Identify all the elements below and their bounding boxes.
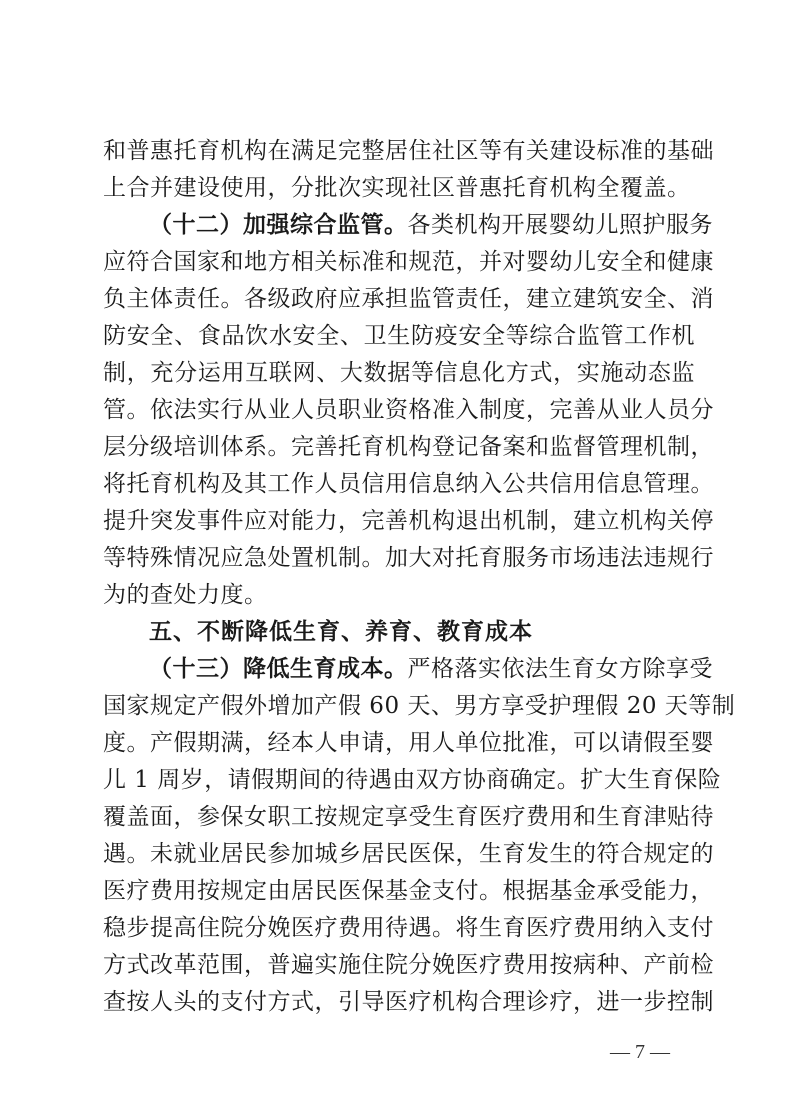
page-number: — 7 — <box>610 1041 670 1063</box>
body-text-line: 医疗费用按规定由居民医保基金支付。根据基金承受能力， <box>103 878 714 904</box>
body-text-line: 制，充分运用互联网、大数据等信息化方式，实施动态监 <box>103 360 695 386</box>
body-text-line: 等特殊情况应急处置机制。加大对托育服务市场违法违规行 <box>103 545 714 571</box>
paragraph-lead-heading: （十二）加强综合监管。 <box>149 212 408 238</box>
body-text-line: 提升突发事件应对能力，完善机构退出机制，建立机构关停 <box>103 508 714 534</box>
body-text-line: 覆盖面，参保女职工按规定享受生育医疗费用和生育津贴待 <box>103 804 714 830</box>
paragraph-first-line <box>149 654 713 684</box>
section-heading: 五、不断降低生育、养育、教育成本 <box>149 619 533 645</box>
body-text-line: 稳步提高住院分娩医疗费用待遇。将生育医疗费用纳入支付 <box>103 915 714 941</box>
body-text-line: 遇。未就业居民参加城乡居民医保，生育发生的符合规定的 <box>103 841 714 867</box>
body-text-line: 和普惠托育机构在满足完整居住社区等有关建设标准的基础 <box>103 138 714 164</box>
body-text-line: 国家规定产假外增加产假 60 天、男方享受护理假 20 天等制 <box>103 693 736 719</box>
body-text-line: 查按人头的支付方式，引导医疗机构合理诊疗，进一步控制 <box>103 989 714 1015</box>
paragraph-lead-heading: （十三）降低生育成本。 <box>149 656 408 682</box>
body-text-line: 防安全、食品饮水安全、卫生防疫安全等综合监管工作机 <box>103 323 695 349</box>
body-text-line: 度。产假期满，经本人申请，用人单位批准，可以请假至婴 <box>103 730 714 756</box>
paragraph-first-line <box>149 210 713 240</box>
body-text-line: 负主体责任。各级政府应承担监管责任，建立建筑安全、消 <box>103 286 714 312</box>
body-text-line: 将托育机构及其工作人员信用信息纳入公共信用信息管理。 <box>103 471 714 497</box>
body-text-line: 方式改革范围，普遍实施住院分娩医疗费用按病种、产前检 <box>103 952 714 978</box>
body-text-line: 层分级培训体系。完善托育机构登记备案和监督管理机制， <box>103 434 714 460</box>
body-text-span: 严格落实依法生育女方除享受 <box>407 656 713 682</box>
body-text-line: 管。依法实行从业人员职业资格准入制度，完善从业人员分 <box>103 397 714 423</box>
body-text-line: 儿 1 周岁，请假期间的待遇由双方协商确定。扩大生育保险 <box>103 767 722 793</box>
body-text-line: 上合并建设使用，分批次实现社区普惠托育机构全覆盖。 <box>103 175 691 201</box>
body-text-span: 各类机构开展婴幼儿照护服务 <box>407 212 713 238</box>
body-text-line: 为的查处力度。 <box>103 582 268 608</box>
body-text-line: 应符合国家和地方相关标准和规范，并对婴幼儿安全和健康 <box>103 249 714 275</box>
